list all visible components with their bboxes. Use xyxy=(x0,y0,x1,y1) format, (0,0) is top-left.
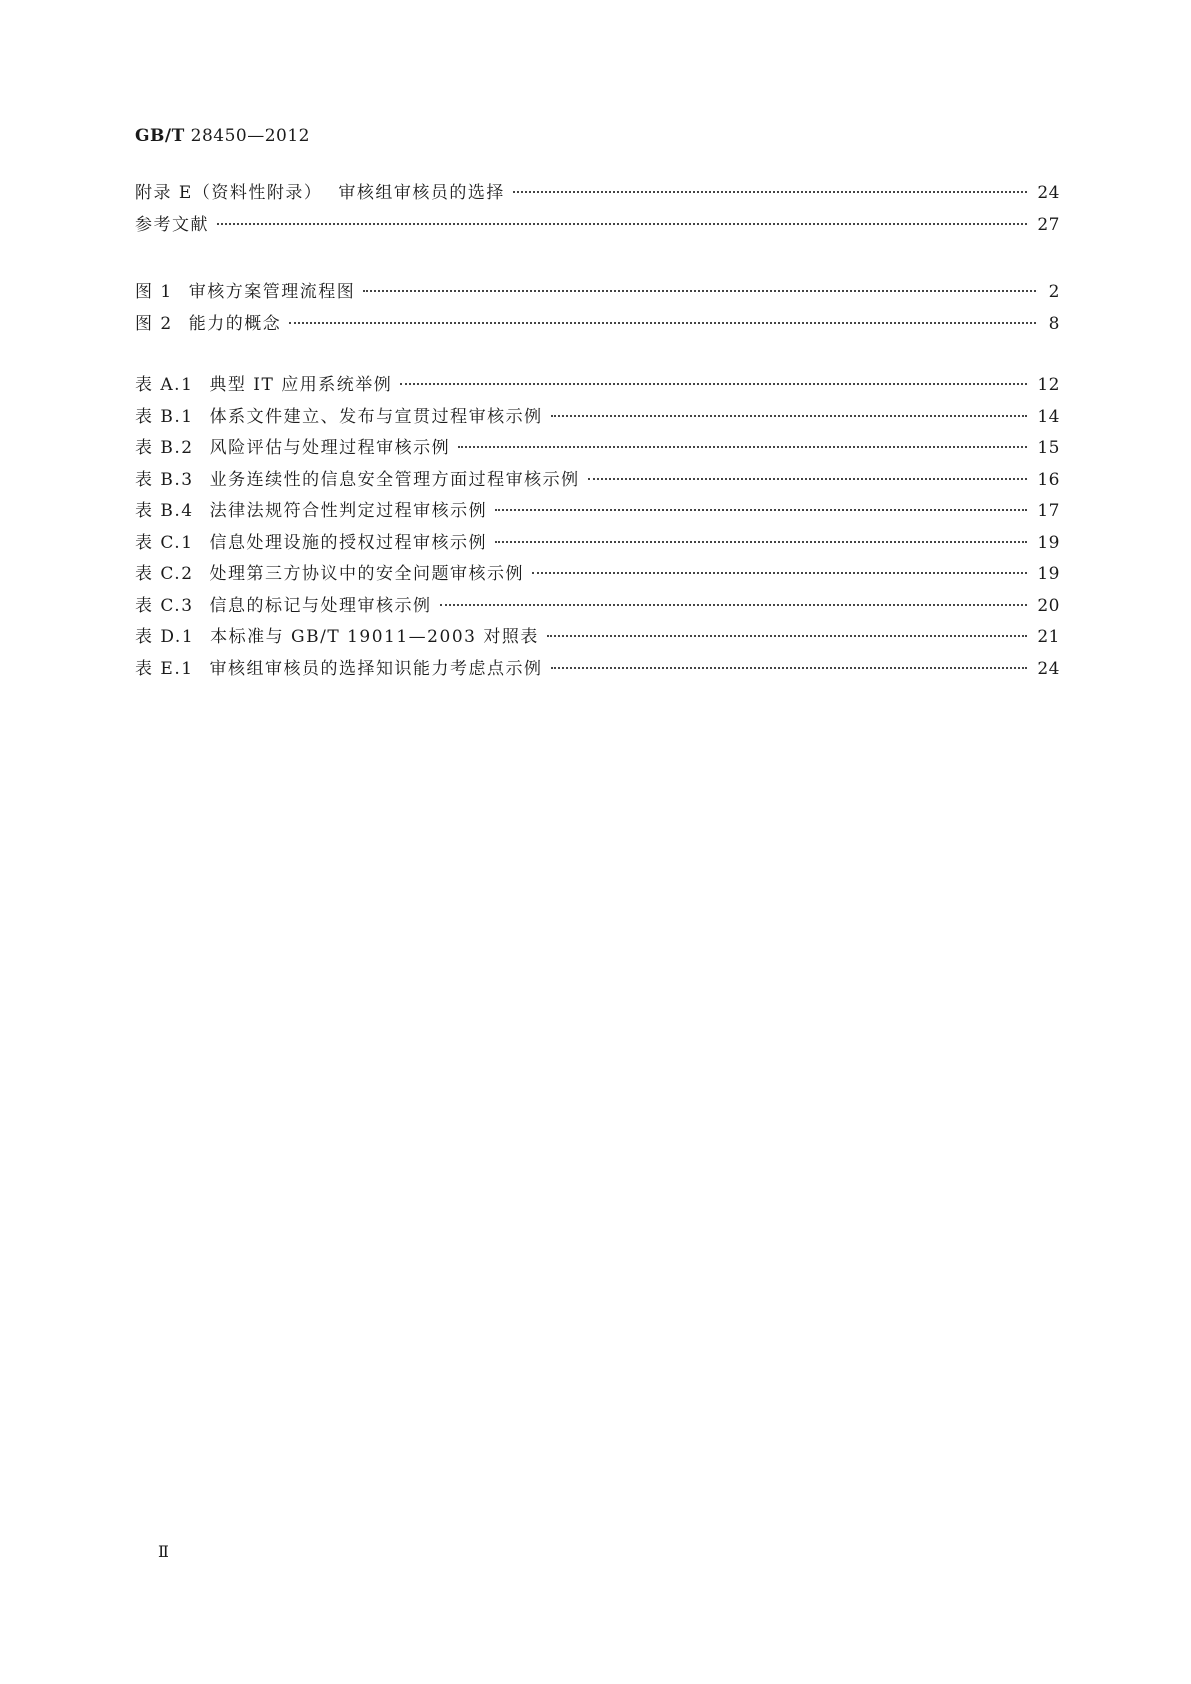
toc-entry-page: 24 xyxy=(1037,183,1060,203)
toc-entry-title: 本标准与 GB/T 19011—2003 对照表 xyxy=(210,627,539,647)
toc-section-tables xyxy=(135,370,1060,685)
toc-entry-page: 12 xyxy=(1037,375,1060,395)
toc-entry-title: 风险评估与处理过程审核示例 xyxy=(209,438,451,458)
dot-leader xyxy=(551,667,1028,669)
toc-entry-number: 表 E.1 xyxy=(135,658,194,679)
toc-entry-page: 19 xyxy=(1037,564,1060,584)
toc-entry[interactable] xyxy=(135,309,1060,341)
dot-leader xyxy=(588,478,1028,480)
toc-entry[interactable] xyxy=(135,465,1060,497)
dot-leader xyxy=(495,509,1027,511)
dot-leader xyxy=(458,446,1027,448)
toc-entry-page: 15 xyxy=(1037,438,1060,458)
toc-entry-number: 表 B.1 xyxy=(135,406,194,427)
toc-entry-page: 14 xyxy=(1037,406,1060,427)
toc-entry[interactable] xyxy=(135,178,1060,210)
dot-leader xyxy=(547,635,1028,637)
toc-entry-number: 表 B.2 xyxy=(135,438,194,458)
toc-entry[interactable] xyxy=(135,496,1060,528)
toc-entry-page: 24 xyxy=(1037,658,1060,679)
toc-entry[interactable] xyxy=(135,370,1060,402)
dot-leader xyxy=(495,541,1027,543)
dot-leader xyxy=(440,604,1028,606)
page-header xyxy=(135,126,310,146)
toc-entry-number: 参考文献 xyxy=(135,215,209,235)
toc-entry-title: 能力的概念 xyxy=(188,314,282,334)
toc-entry-number: 图 1 xyxy=(135,282,173,302)
toc-entry-number: 表 C.3 xyxy=(135,595,194,616)
toc-entry-title: 业务连续性的信息安全管理方面过程审核示例 xyxy=(209,469,580,490)
toc-entry-number: 表 B.3 xyxy=(135,469,194,490)
toc-entry[interactable] xyxy=(135,591,1060,623)
dot-leader xyxy=(363,290,1036,292)
toc-entry-number: 表 D.1 xyxy=(135,627,195,647)
toc-entry-title: 审核组审核员的选择 xyxy=(338,183,505,203)
toc-entry-page: 19 xyxy=(1037,532,1060,553)
toc-entry[interactable] xyxy=(135,277,1060,309)
toc-entry[interactable] xyxy=(135,559,1060,591)
dot-leader xyxy=(513,191,1028,193)
toc-entry-number: 图 2 xyxy=(135,314,173,334)
toc-entry[interactable] xyxy=(135,528,1060,560)
toc-entry-title: 体系文件建立、发布与宣贯过程审核示例 xyxy=(209,406,543,427)
toc-entry-title: 信息处理设施的授权过程审核示例 xyxy=(209,532,488,553)
toc-entry[interactable] xyxy=(135,622,1060,654)
toc-entry-page: 20 xyxy=(1037,595,1060,616)
dot-leader xyxy=(400,383,1027,385)
toc-entry[interactable] xyxy=(135,654,1060,686)
page-number: Ⅱ xyxy=(158,1542,170,1561)
toc-entry[interactable] xyxy=(135,433,1060,465)
toc-entry-page: 27 xyxy=(1037,215,1060,235)
toc-entry-page: 8 xyxy=(1048,314,1060,334)
toc-entry[interactable] xyxy=(135,402,1060,434)
dot-leader xyxy=(551,415,1028,417)
toc-entry-title: 典型 IT 应用系统举例 xyxy=(209,375,393,395)
dot-leader xyxy=(217,223,1027,225)
toc-entry-number: 表 C.2 xyxy=(135,564,194,584)
toc-entry-number: 附录 E（资料性附录） xyxy=(135,183,323,203)
toc-entry-page: 21 xyxy=(1037,627,1060,647)
dot-leader xyxy=(289,322,1036,324)
toc-entry-title: 信息的标记与处理审核示例 xyxy=(209,595,432,616)
toc-entry-title: 审核组审核员的选择知识能力考虑点示例 xyxy=(209,658,543,679)
toc-section-appendix xyxy=(135,178,1060,242)
toc-entry-page: 2 xyxy=(1048,282,1060,302)
toc-entry-number: 表 B.4 xyxy=(135,501,194,521)
dot-leader xyxy=(532,572,1027,574)
toc-entry-page: 17 xyxy=(1037,501,1060,521)
toc-entry-title: 处理第三方协议中的安全问题审核示例 xyxy=(209,564,525,584)
toc-entry-title: 法律法规符合性判定过程审核示例 xyxy=(209,501,488,521)
toc-entry-page: 16 xyxy=(1037,469,1060,490)
toc-entry-title: 审核方案管理流程图 xyxy=(188,282,356,302)
standard-number: 28450—2012 xyxy=(190,126,310,146)
toc-entry-number: 表 A.1 xyxy=(135,375,194,395)
standard-code: GB/T xyxy=(135,126,185,146)
toc-section-figures xyxy=(135,277,1060,341)
toc-entry-number: 表 C.1 xyxy=(135,532,194,553)
toc-entry[interactable] xyxy=(135,210,1060,242)
